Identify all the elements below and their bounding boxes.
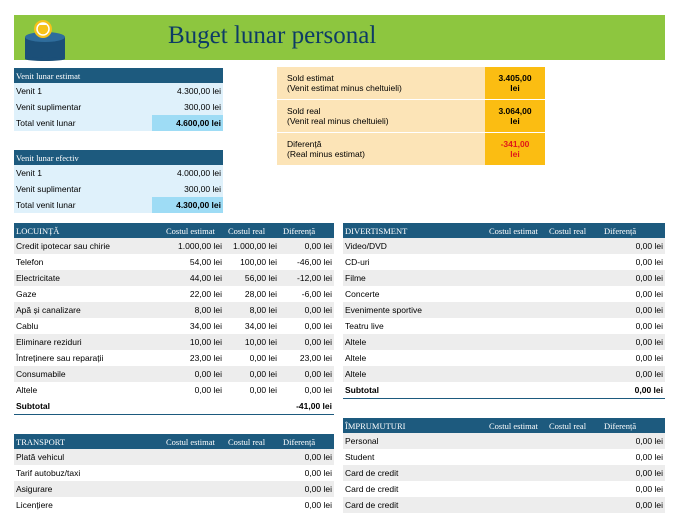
actual-cell[interactable] <box>224 497 279 513</box>
actual-cell[interactable] <box>224 465 279 481</box>
estimated-cell[interactable] <box>485 238 545 254</box>
row-label: Evenimente sportive <box>343 302 485 318</box>
diff-cell: 0,00 lei <box>635 289 663 299</box>
summary-subtitle: (Real minus estimat) <box>287 149 365 159</box>
housing-table <box>14 223 334 415</box>
row-label: Altele <box>345 353 367 363</box>
subtotal-diff: 0,00 lei <box>600 382 665 399</box>
row-label: Tarif autobuz/taxi <box>16 468 81 478</box>
row-label: Altele <box>343 334 485 350</box>
income-value[interactable]: 4.000,00 lei <box>152 165 223 181</box>
income-label: Venit 1 <box>14 165 152 181</box>
row-label: Apă și canalizare <box>14 302 162 318</box>
row-label: Card de credit <box>343 497 485 513</box>
row-label: Plată vehicul <box>14 449 162 465</box>
estimated-cell[interactable]: 0,00 lei <box>162 366 224 382</box>
actual-cell[interactable]: 0,00 lei <box>249 385 277 395</box>
col-estimated: Costul estimat <box>485 223 545 238</box>
diff-cell: 0,00 lei <box>304 321 332 331</box>
summary-label <box>277 100 485 133</box>
entertainment-header: DIVERTISMENT <box>343 223 485 238</box>
diff-cell: 0,00 lei <box>600 366 665 382</box>
row-label: CD-uri <box>345 257 370 267</box>
diff-cell: -12,00 lei <box>279 270 334 286</box>
col-actual: Costul real <box>545 223 600 238</box>
actual-cell[interactable] <box>545 334 600 350</box>
actual-cell[interactable] <box>224 481 279 497</box>
col-actual: Costul real <box>224 223 279 238</box>
entertainment-table <box>343 223 665 399</box>
actual-cell[interactable]: 34,00 lei <box>244 321 277 331</box>
estimated-cell[interactable] <box>485 254 545 270</box>
total-income-label: Total venit lunar <box>14 115 152 131</box>
summary-value: 3.064,00 lei <box>485 100 545 133</box>
actual-cell[interactable] <box>545 497 600 513</box>
row-label: Student <box>345 452 375 462</box>
col-diff: Diferență <box>600 223 665 238</box>
actual-cell[interactable]: 1.000,00 lei <box>224 238 279 254</box>
col-diff: Diferență <box>279 223 334 238</box>
diff-cell: -6,00 lei <box>301 289 332 299</box>
diff-cell: 0,00 lei <box>600 433 665 449</box>
estimated-cell[interactable] <box>485 366 545 382</box>
subtotal-label: Subtotal <box>14 398 162 415</box>
estimated-income-table <box>14 68 223 131</box>
row-label: Telefon <box>16 257 44 267</box>
estimated-cell[interactable] <box>485 286 545 302</box>
diff-cell: 0,00 lei <box>279 481 334 497</box>
row-label: Card de credit <box>345 484 399 494</box>
diff-cell: 0,00 lei <box>600 334 665 350</box>
col-actual: Costul real <box>224 434 279 449</box>
total-income-value: 4.300,00 lei <box>152 197 223 213</box>
row-label: Electricitate <box>14 270 162 286</box>
diff-cell: 0,00 lei <box>600 238 665 254</box>
diff-cell: 0,00 lei <box>600 270 665 286</box>
row-label: Eliminare reziduri <box>14 334 162 350</box>
diff-cell: 23,00 lei <box>299 353 332 363</box>
actual-cell[interactable] <box>545 238 600 254</box>
estimated-cell[interactable]: 8,00 lei <box>162 302 224 318</box>
diff-cell: 0,00 lei <box>635 321 663 331</box>
actual-cell[interactable]: 28,00 lei <box>244 289 277 299</box>
estimated-cell[interactable]: 44,00 lei <box>162 270 224 286</box>
income-value[interactable]: 300,00 lei <box>152 181 223 197</box>
estimated-cell[interactable]: 23,00 lei <box>189 353 222 363</box>
summary-title: Sold estimat <box>287 73 334 83</box>
row-label: Altele <box>16 385 38 395</box>
col-estimated: Costul estimat <box>485 418 545 433</box>
actual-cell[interactable] <box>545 286 600 302</box>
estimated-cell[interactable] <box>485 334 545 350</box>
actual-cell[interactable] <box>545 465 600 481</box>
actual-cell[interactable] <box>224 449 279 465</box>
income-label: Venit suplimentar <box>14 181 152 197</box>
diff-cell: 0,00 lei <box>304 500 332 510</box>
actual-cell[interactable] <box>545 481 600 497</box>
diff-cell: 0,00 lei <box>279 302 334 318</box>
estimated-cell[interactable] <box>485 302 545 318</box>
estimated-cell[interactable]: 54,00 lei <box>189 257 222 267</box>
estimated-cell[interactable] <box>162 497 224 513</box>
estimated-cell[interactable]: 1.000,00 lei <box>162 238 224 254</box>
col-actual: Costul real <box>545 418 600 433</box>
actual-cell[interactable]: 10,00 lei <box>224 334 279 350</box>
subtotal-diff: -41,00 lei <box>279 398 334 415</box>
estimated-cell[interactable] <box>485 497 545 513</box>
actual-cell[interactable]: 0,00 lei <box>224 366 279 382</box>
row-label: Video/DVD <box>343 238 485 254</box>
diff-cell: 0,00 lei <box>600 497 665 513</box>
diff-cell: 0,00 lei <box>279 238 334 254</box>
estimated-income-header: Venit lunar estimat <box>14 68 223 83</box>
summary-label <box>277 67 485 100</box>
loans-header: ÎMPRUMUTURI <box>343 418 485 433</box>
summary-subtitle: (Venit estimat minus cheltuieli) <box>287 83 402 93</box>
income-label: Venit 1 <box>14 83 152 99</box>
actual-cell[interactable] <box>545 270 600 286</box>
row-label: Întreținere sau reparații <box>16 353 104 363</box>
row-label: Card de credit <box>343 465 485 481</box>
diff-cell: 0,00 lei <box>304 385 332 395</box>
estimated-cell[interactable] <box>162 449 224 465</box>
page-title: Buget lunar personal <box>168 22 377 49</box>
row-label: Personal <box>343 433 485 449</box>
estimated-cell[interactable] <box>485 350 545 366</box>
diff-cell: 0,00 lei <box>304 468 332 478</box>
actual-cell[interactable] <box>545 350 600 366</box>
diff-cell: -46,00 lei <box>297 257 332 267</box>
diff-cell: 0,00 lei <box>600 465 665 481</box>
summary-title: Sold real <box>287 106 321 116</box>
row-label: Filme <box>343 270 485 286</box>
balance-summary <box>277 67 545 165</box>
diff-cell: 0,00 lei <box>600 302 665 318</box>
total-income-label: Total venit lunar <box>14 197 152 213</box>
summary-subtitle: (Venit real minus cheltuieli) <box>287 116 389 126</box>
actual-income-header: Venit lunar efectiv <box>14 150 223 165</box>
col-estimated: Costul estimat <box>162 434 224 449</box>
estimated-cell[interactable] <box>485 449 545 465</box>
summary-title: Diferență <box>287 139 322 149</box>
row-label: Teatru live <box>345 321 384 331</box>
col-estimated: Costul estimat <box>162 223 224 238</box>
diff-cell: 0,00 lei <box>279 366 334 382</box>
estimated-cell[interactable] <box>162 481 224 497</box>
diff-cell: 0,00 lei <box>279 449 334 465</box>
diff-cell: 0,00 lei <box>635 353 663 363</box>
actual-cell[interactable] <box>545 254 600 270</box>
total-income-value: 4.600,00 lei <box>152 115 223 131</box>
summary-value: 3.405,00 lei <box>485 67 545 100</box>
income-value[interactable]: 300,00 lei <box>152 99 223 115</box>
diff-cell: 0,00 lei <box>635 484 663 494</box>
coin-jar-icon <box>22 19 68 61</box>
diff-cell: 0,00 lei <box>635 257 663 267</box>
col-diff: Diferență <box>600 418 665 433</box>
row-label: Credit ipotecar sau chirie <box>14 238 162 254</box>
actual-cell[interactable] <box>545 449 600 465</box>
income-label: Venit suplimentar <box>14 99 152 115</box>
transport-table <box>14 434 334 513</box>
estimated-cell[interactable] <box>162 465 224 481</box>
estimated-cell[interactable] <box>485 270 545 286</box>
actual-cell[interactable] <box>545 433 600 449</box>
row-label: Altele <box>343 366 485 382</box>
row-label: Concerte <box>345 289 380 299</box>
summary-label <box>277 133 485 166</box>
estimated-cell[interactable] <box>485 465 545 481</box>
estimated-cell[interactable]: 34,00 lei <box>189 321 222 331</box>
row-label: Asigurare <box>14 481 162 497</box>
estimated-cell[interactable] <box>485 481 545 497</box>
row-label: Cablu <box>16 321 39 331</box>
row-label: Gaze <box>16 289 37 299</box>
row-label: Licențiere <box>16 500 53 510</box>
housing-header: LOCUINȚĂ <box>14 223 162 238</box>
estimated-cell[interactable] <box>485 318 545 334</box>
actual-cell[interactable]: 100,00 lei <box>240 257 277 267</box>
actual-cell[interactable] <box>545 302 600 318</box>
actual-cell[interactable]: 56,00 lei <box>224 270 279 286</box>
actual-income-table <box>14 150 223 213</box>
summary-value: -341,00 lei <box>485 133 545 166</box>
actual-cell[interactable] <box>545 366 600 382</box>
row-label: Consumabile <box>14 366 162 382</box>
transport-header: TRANSPORT <box>14 434 162 449</box>
subtotal-label: Subtotal <box>343 382 485 399</box>
income-value[interactable]: 4.300,00 lei <box>152 83 223 99</box>
actual-cell[interactable] <box>545 318 600 334</box>
estimated-cell[interactable]: 22,00 lei <box>189 289 222 299</box>
actual-cell[interactable]: 0,00 lei <box>249 353 277 363</box>
diff-cell: 0,00 lei <box>279 334 334 350</box>
diff-cell: 0,00 lei <box>635 452 663 462</box>
estimated-cell[interactable] <box>485 433 545 449</box>
estimated-cell[interactable]: 0,00 lei <box>194 385 222 395</box>
loans-table <box>343 418 665 513</box>
actual-cell[interactable]: 8,00 lei <box>224 302 279 318</box>
estimated-cell[interactable]: 10,00 lei <box>162 334 224 350</box>
col-diff: Diferență <box>279 434 334 449</box>
